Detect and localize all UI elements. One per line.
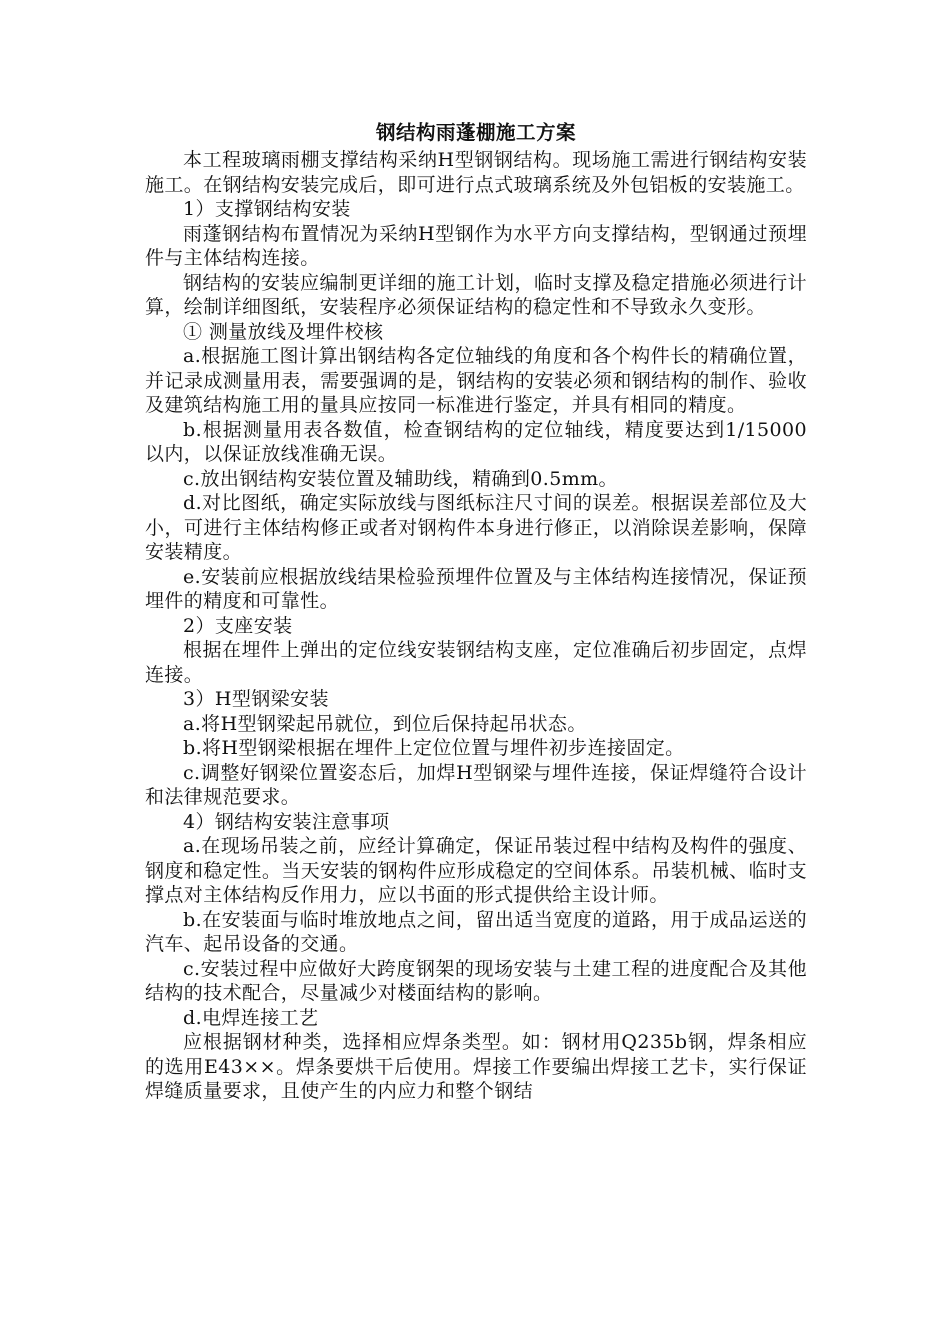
section-heading-support-install: 2）支座安装 [183, 614, 293, 637]
paragraph-beam-c: c.调整好钢梁位置姿态后，加焊H型钢梁与埋件连接，保证焊缝符合设计和法律规范要求。 [145, 761, 807, 808]
paragraph-notes-a: a.在现场吊装之前，应经计算确定，保证吊装过程中结构及构件的强度、钢度和稳定性。当天安装的钢构件应形成稳定的空间体系。吊装机械、临时支撑点对主体结构反作用力，应以书面的形式提供给主设计师。 [145, 835, 807, 906]
section-heading-support-steel: 1）支撑钢结构安装 [183, 198, 351, 220]
paragraph-beam-a: a.将H型钢梁起吊就位，到位后保持起吊状态。 [183, 712, 587, 735]
paragraph-notes-b: b.在安装面与临时堆放地点之间，留出适当宽度的道路，用于成品运送的汽车、起吊设备的交通。 [145, 908, 807, 955]
paragraph-notes-c: c.安装过程中应做好大跨度钢架的现场安装与土建工程的进度配合及其他结构的技术配合，尽量减少对楼面结构的影响。 [145, 957, 807, 1004]
paragraph-item-b: b.根据测量用表各数值，检查钢结构的定位轴线，精度要达到1/15000以内，以保证放线准确无误。 [145, 418, 807, 465]
section-heading-h-beam: 3）H型钢梁安装 [183, 688, 329, 710]
paragraph-welding: 应根据钢材种类，选择相应焊条类型。如：钢材用Q235b钢，焊条相应的选用E43××。焊条要烘干后使用。焊接工作要编出焊接工艺卡，实行保证焊缝质量要求，且使产生的内应力和整个钢结 [145, 1031, 807, 1102]
subheading-welding: d.电焊连接工艺 [183, 1006, 319, 1029]
paragraph-item-c: c.放出钢结构安装位置及辅助线，精确到0.5mm。 [183, 467, 618, 490]
paragraph-intro: 本工程玻璃雨棚支撑结构采纳H型钢钢结构。现场施工需进行钢结构安装施工。在钢结构安装完成后，即可进行点式玻璃系统及外包铝板的安装施工。 [145, 149, 807, 196]
paragraph-install-plan: 钢结构的安装应编制更详细的施工计划，临时支撑及稳定措施必须进行计算，绘制详细图纸，安装程序必须保证结构的稳定性和不导致永久变形。 [145, 271, 807, 318]
paragraph-item-a: a.根据施工图计算出钢结构各定位轴线的角度和各个构件长的精确位置，并记录成测量用表，需要强调的是，钢结构的安装必须和钢结构的制作、验收及建筑结构施工用的量具应按同一标准进行鉴定，并具有相同的精度。 [145, 345, 807, 416]
paragraph-item-e: e.安装前应根据放线结果检验预埋件位置及与主体结构连接情况，保证预埋件的精度和可靠性。 [145, 565, 807, 612]
paragraph-beam-b: b.将H型钢梁根据在埋件上定位位置与埋件初步连接固定。 [183, 737, 685, 759]
section-heading-notes: 4）钢结构安装注意事项 [183, 810, 390, 833]
paragraph-item-d: d.对比图纸，确定实际放线与图纸标注尺寸间的误差。根据误差部位及大小，可进行主体结构修正或者对钢构件本身进行修正，以消除误差影响，保障安装精度。 [145, 492, 807, 563]
paragraph-layout: 雨蓬钢结构布置情况为采纳H型钢作为水平方向支撑结构，型钢通过预埋件与主体结构连接。 [145, 222, 807, 269]
document-title: 钢结构雨蓬棚施工方案 [375, 121, 576, 144]
paragraph-support-install: 根据在埋件上弹出的定位线安装钢结构支座，定位准确后初步固定，点焊连接。 [145, 639, 807, 686]
document-page [145, 120, 807, 1104]
subheading-survey: ① 测量放线及埋件校核 [183, 320, 384, 343]
